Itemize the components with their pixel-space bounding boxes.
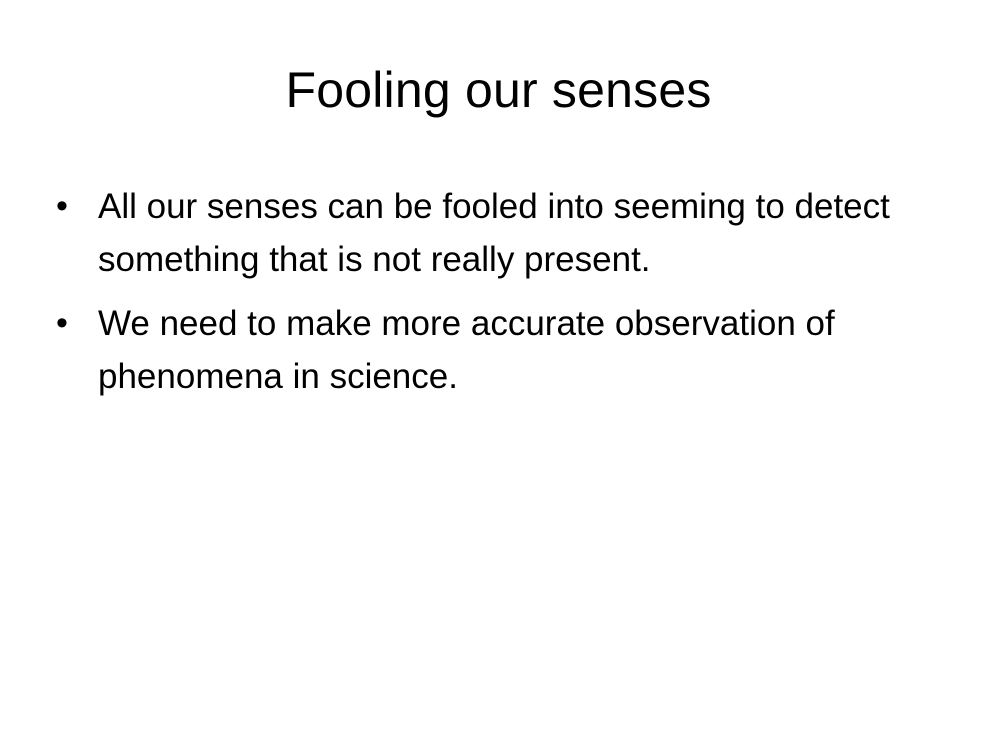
bullet-dot-icon: • xyxy=(56,304,68,342)
bullet-item xyxy=(56,180,936,286)
bullet-list xyxy=(56,180,936,414)
slide-title: Fooling our senses xyxy=(285,62,712,118)
bullet-dot-icon: • xyxy=(56,187,68,225)
bullet-text: We need to make more accurate observation of phenomena in science. xyxy=(98,304,835,396)
bullet-item xyxy=(56,297,936,403)
bullet-text: All our senses can be fooled into seeming to detect something that is not really present. xyxy=(98,187,890,279)
